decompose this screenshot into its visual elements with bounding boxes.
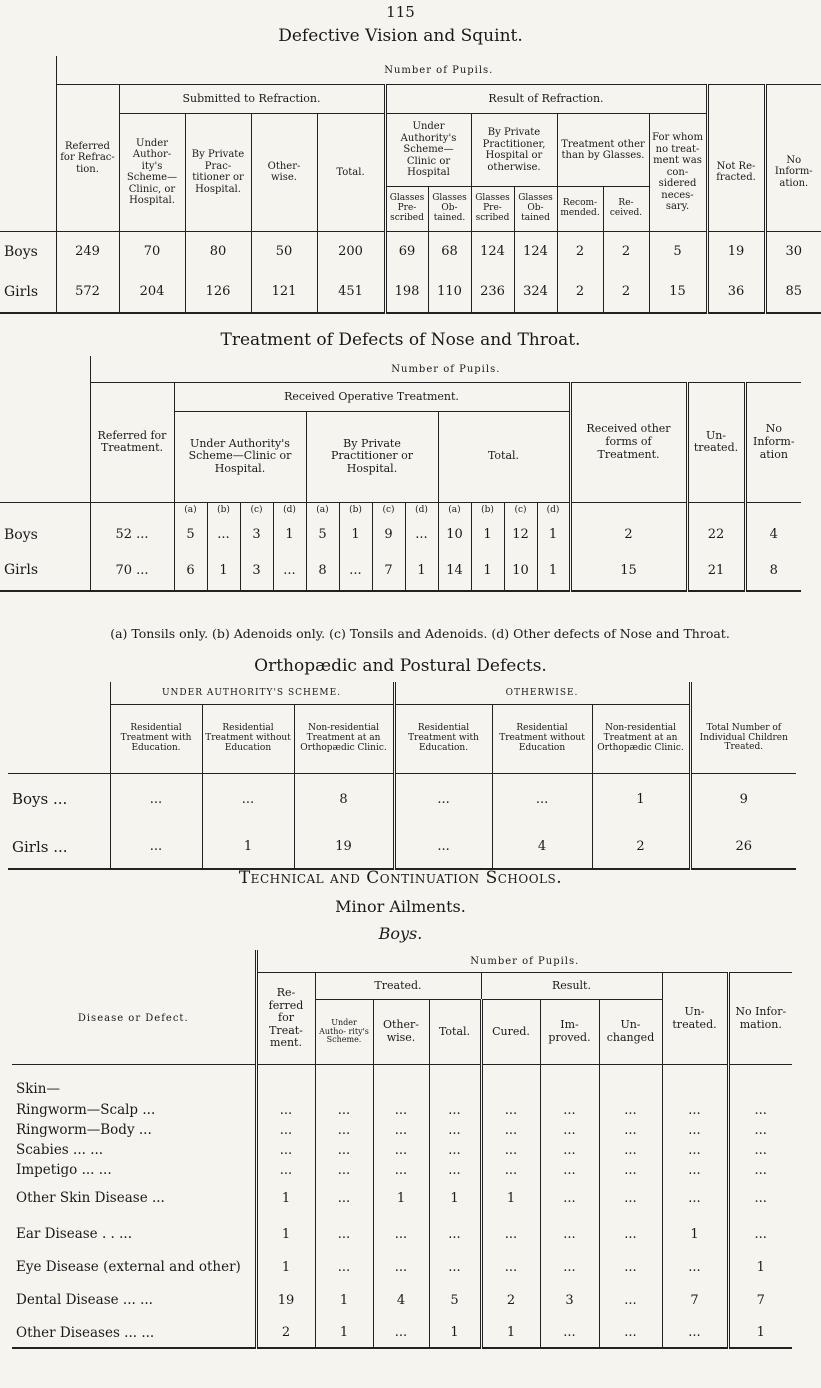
header-under-authority: Under Autho- rity's Scheme. [315,1000,373,1065]
cell: 7 [372,551,405,591]
cell: ... [662,1100,728,1120]
cell [429,1078,481,1100]
header-referred: Re- ferred for Treat- ment. [256,973,315,1065]
cell: ... [429,1252,481,1282]
cell: 8 [745,551,801,591]
cell: 5 [649,231,707,272]
header-no-information: No Infor- mation. [728,973,792,1065]
row-label: Impetigo ... ... [16,1162,112,1178]
cell: ... [481,1160,540,1180]
cell: ... [202,773,294,825]
letter-b: (b) [207,502,240,519]
technical-row [12,1180,792,1216]
cell: ... [429,1160,481,1180]
cell: 1 [207,551,240,591]
cell: ... [662,1160,728,1180]
cell: 4 [373,1282,429,1318]
header-by-private: By Private Practitioner or Hospital. [306,412,438,503]
cell: 14 [438,551,471,591]
row-label: Girls [0,551,90,591]
cell: ... [540,1318,599,1348]
cell: 1 [592,773,690,825]
cell: 68 [428,231,471,272]
cell: ... [394,773,492,825]
vision-title: Defective Vision and Squint. [278,26,523,46]
cell: ... [599,1180,662,1216]
nose-throat-title: Treatment of Defects of Nose and Throat. [220,330,581,350]
cell: ... [728,1216,792,1252]
cell: 1 [481,1318,540,1348]
cell: ... [429,1100,481,1120]
orthopaedic-table [8,682,796,870]
page-number: 115 [386,3,415,21]
cell: 4 [492,825,592,869]
cell: ... [599,1252,662,1282]
cell: 200 [317,231,385,272]
cell: 1 [405,551,438,591]
number-of-pupils-header: Number of Pupils. [90,356,801,383]
row-label: Scabies ... ... [16,1142,104,1158]
row-label: Other Diseases ... ... [12,1318,256,1348]
header-glasses-obtained: Glasses Ob- tained. [428,187,471,232]
nose-row-boys [0,519,801,551]
cell: 1 [728,1252,792,1282]
cell [540,1078,599,1100]
technical-row [12,1100,792,1120]
cell: 7 [662,1282,728,1318]
header-under-authority: Under Author- ity's Scheme— Clinic, or Hospital. [119,114,185,232]
cell: ... [315,1100,373,1120]
cell: ... [429,1120,481,1140]
row-label: Skin— [16,1081,60,1097]
cell: ... [728,1100,792,1120]
cell: 3 [240,519,273,551]
cell: 19 [256,1282,315,1318]
cell: 50 [251,231,317,272]
cell: ... [315,1216,373,1252]
cell-referred: 52 ... [90,519,174,551]
cell: 30 [765,231,821,272]
row-label: Boys [4,526,38,543]
cell: 26 [690,825,796,869]
cell: ... [373,1100,429,1120]
cell [315,1078,373,1100]
cell: 1 [256,1252,315,1282]
cell: ... [599,1120,662,1140]
row-label: Eye Disease (external and other) [16,1258,241,1275]
header-unchanged: Un- changed [599,1000,662,1065]
technical-row [12,1078,792,1100]
cell: ... [599,1160,662,1180]
cell: 21 [687,551,745,591]
vision-row-boys [0,231,821,272]
header-glasses-obtained-2: Glasses Ob- tained [514,187,557,232]
header-improved: Im- proved. [540,1000,599,1065]
header-by-private: By Private Prac- titioner or Hospital. [185,114,251,232]
cell: 249 [56,231,119,272]
cell: 2 [603,272,649,313]
cell: 3 [240,551,273,591]
letter-d: (d) [405,502,438,519]
cell: 1 [481,1180,540,1216]
cell: 2 [603,231,649,272]
cell: ... [540,1140,599,1160]
header-res-under: Under Authority's Scheme— Clinic or Hospital [385,114,471,187]
header-result: Result. [481,973,662,1000]
cell [662,1078,728,1100]
cell: ... [256,1160,315,1180]
vision-table [0,56,821,314]
cell: 10 [438,519,471,551]
cell: 85 [765,272,821,313]
otherwise-header: OTHERWISE. [394,682,690,705]
header-received: Re- ceived. [603,187,649,232]
header-not-refracted: Not Re- fracted. [707,114,765,232]
cell [728,1078,792,1100]
cell: 8 [294,773,394,825]
cell: ... [599,1216,662,1252]
cell: 1 [256,1180,315,1216]
header-recommended: Recom- mended. [557,187,603,232]
cell: 15 [649,272,707,313]
cell: ... [728,1160,792,1180]
cell: ... [662,1180,728,1216]
letter-c: (c) [504,502,537,519]
cell: 19 [707,231,765,272]
cell: ... [273,551,306,591]
technical-row [12,1318,792,1348]
header-res-without: Residential Treatment without Education [492,705,592,774]
cell: ... [405,519,438,551]
cell: ... [492,773,592,825]
cell: ... [662,1120,728,1140]
number-of-pupils-header: Number of Pupils. [256,950,792,973]
header-untreated: Un- treated. [662,973,728,1065]
number-of-pupils-header: Number of Pupils. [56,56,821,85]
row-label: Girls ... [8,825,110,869]
row-label: Ringworm—Scalp ... [16,1102,156,1118]
header-res-private: By Private Practitioner, Hospital or otherwise. [471,114,557,187]
boys-subtitle: Boys. [378,924,423,943]
cell: ... [481,1100,540,1120]
minor-ailments-subtitle: Minor Ailments. [335,897,466,916]
cell: 451 [317,272,385,313]
cell: ... [599,1282,662,1318]
cell [481,1078,540,1100]
vision-row-girls [0,272,821,313]
technical-row [12,1282,792,1318]
header-other-forms: Received other forms of Treatment. [570,383,687,503]
cell: ... [256,1140,315,1160]
cell: ... [540,1216,599,1252]
cell: 70 [119,231,185,272]
header-glasses-prescribed-2: Glasses Pre- scribed [471,187,514,232]
row-label: Boys ... [12,790,68,809]
technical-row [12,1216,792,1252]
header-received-operative: Received Operative Treatment. [174,383,570,412]
cell: 1 [537,519,570,551]
cell: ... [110,825,202,869]
cell: ... [481,1120,540,1140]
cell: ... [599,1140,662,1160]
letter-a: (a) [174,502,207,519]
cell: 2 [557,272,603,313]
cell: ... [481,1140,540,1160]
cell: 5 [174,519,207,551]
technical-row [12,1252,792,1282]
cell: 5 [306,519,339,551]
header-treated: Treated. [315,973,481,1000]
cell: ... [256,1120,315,1140]
letter-d: (d) [537,502,570,519]
cell: 1 [429,1180,481,1216]
cell: 1 [202,825,294,869]
cell: ... [599,1100,662,1120]
cell-referred: 70 ... [90,551,174,591]
cell: ... [373,1318,429,1348]
letter-d: (d) [273,502,306,519]
cell: 6 [174,551,207,591]
header-res-with: Residential Treatment with Education. [394,705,492,774]
header-for-whom: For whom no treat- ment was con- sidered neces- sary. [649,114,707,232]
cell: 12 [504,519,537,551]
header-total: Total. [317,114,385,232]
nose-throat-footnote: (a) Tonsils only. (b) Adenoids only. (c) Tonsils and Adenoids. (d) Other defects of Nose and Throat. [110,626,730,641]
technical-row [12,1160,792,1180]
cell: 9 [690,773,796,825]
cell: ... [373,1252,429,1282]
cell: 324 [514,272,557,313]
technical-row [12,1120,792,1140]
cell: ... [373,1140,429,1160]
cell: ... [728,1180,792,1216]
header-res-with: Residential Treatment with Education. [110,705,202,774]
cell: ... [373,1120,429,1140]
cell: 1 [373,1180,429,1216]
cell: 10 [504,551,537,591]
letter-b: (b) [471,502,504,519]
cell: ... [728,1140,792,1160]
under-authority-header: UNDER AUTHORITY'S SCHEME. [110,682,394,705]
cell: ... [540,1120,599,1140]
letter-a: (a) [306,502,339,519]
header-total: Total Number of Individual Children Treated. [690,705,796,774]
cell: 1 [728,1318,792,1348]
header-otherwise: Other- wise. [251,114,317,232]
cell: ... [662,1318,728,1348]
cell: ... [373,1160,429,1180]
row-label: Boys [0,231,56,272]
header-result: Result of Refraction. [385,85,707,114]
row-label: Girls [0,272,56,313]
cell: 1 [273,519,306,551]
header-referred: Referred for Treatment. [90,383,174,503]
cell: 236 [471,272,514,313]
cell: 1 [315,1282,373,1318]
cell: ... [394,825,492,869]
cell: 19 [294,825,394,869]
nose-row-girls [0,551,801,591]
cell: ... [728,1120,792,1140]
cell: ... [540,1160,599,1180]
row-label: Other Skin Disease ... [16,1190,165,1206]
header-total: Total. [438,412,570,503]
cell: 2 [592,825,690,869]
cell: 7 [728,1282,792,1318]
header-non-res: Non-residential Treatment at an Orthopædic Clinic. [294,705,394,774]
cell: ... [373,1216,429,1252]
cell: 15 [570,551,687,591]
header-treatment-other: Treatment other than by Glasses. [557,114,649,187]
cell: ... [540,1252,599,1282]
cell: 124 [514,231,557,272]
header-glasses-prescribed: Glasses Pre- scribed [385,187,428,232]
cell: 3 [540,1282,599,1318]
technical-rows [12,1078,792,1349]
cell: 80 [185,231,251,272]
header-referred: Referred for Refrac- tion. [56,85,119,232]
cell: 5 [429,1282,481,1318]
cell [599,1078,662,1100]
cell: ... [599,1318,662,1348]
cell: 1 [429,1318,481,1348]
row-label: Ear Disease . . ... [16,1226,133,1242]
cell [256,1078,315,1100]
header-non-res: Non-residential Treatment at an Orthopædic Clinic. [592,705,690,774]
cell: 36 [707,272,765,313]
header-under-authority: Under Authority's Scheme—Clinic or Hospital. [174,412,306,503]
cell: ... [110,773,202,825]
cell: ... [540,1100,599,1120]
cell [373,1078,429,1100]
letter-b: (b) [339,502,372,519]
cell: 1 [471,519,504,551]
cell: ... [339,551,372,591]
cell: 2 [256,1318,315,1348]
cell: 22 [687,519,745,551]
cell: ... [540,1180,599,1216]
row-label: Dental Disease ... ... [16,1292,153,1308]
cell: 1 [471,551,504,591]
letter-a: (a) [438,502,471,519]
cell: 4 [745,519,801,551]
technical-title: Technical and Continuation Schools. [238,868,563,888]
cell: ... [315,1180,373,1216]
cell: 1 [662,1216,728,1252]
cell: 204 [119,272,185,313]
cell: ... [207,519,240,551]
cell: ... [315,1120,373,1140]
row-label: Ringworm—Body ... [16,1122,152,1138]
technical-row [12,1140,792,1160]
nose-throat-table [0,356,801,592]
cell: 2 [570,519,687,551]
cell: 8 [306,551,339,591]
cell: ... [662,1252,728,1282]
cell: 1 [537,551,570,591]
header-res-without: Residential Treatment without Education [202,705,294,774]
header-cured: Cured. [481,1000,540,1065]
cell: 2 [481,1282,540,1318]
letter-c: (c) [240,502,273,519]
cell: 9 [372,519,405,551]
cell: 110 [428,272,471,313]
header-disease: Disease or Defect. [77,1012,189,1024]
cell: 121 [251,272,317,313]
cell: 126 [185,272,251,313]
cell: 572 [56,272,119,313]
cell: 124 [471,231,514,272]
header-no-information: No Inform- ation [745,383,801,503]
cell: ... [256,1100,315,1120]
ortho-row-girls [8,825,796,869]
header-no-information: No Inform- ation. [765,114,821,232]
ortho-row-boys [8,773,796,825]
cell: ... [429,1140,481,1160]
cell: ... [481,1252,540,1282]
cell: 1 [256,1216,315,1252]
cell: ... [481,1216,540,1252]
cell: 1 [315,1318,373,1348]
cell: 198 [385,272,428,313]
cell: ... [662,1140,728,1160]
header-submitted: Submitted to Refraction. [119,85,385,114]
header-total: Total. [429,1000,481,1065]
cell: ... [315,1252,373,1282]
cell: 69 [385,231,428,272]
orthopaedic-title: Orthopædic and Postural Defects. [254,656,547,676]
header-otherwise: Other- wise. [373,1000,429,1065]
letter-c: (c) [372,502,405,519]
cell: ... [429,1216,481,1252]
cell: ... [315,1140,373,1160]
cell: 1 [339,519,372,551]
cell: ... [315,1160,373,1180]
cell: 2 [557,231,603,272]
header-untreated: Un- treated. [687,383,745,503]
